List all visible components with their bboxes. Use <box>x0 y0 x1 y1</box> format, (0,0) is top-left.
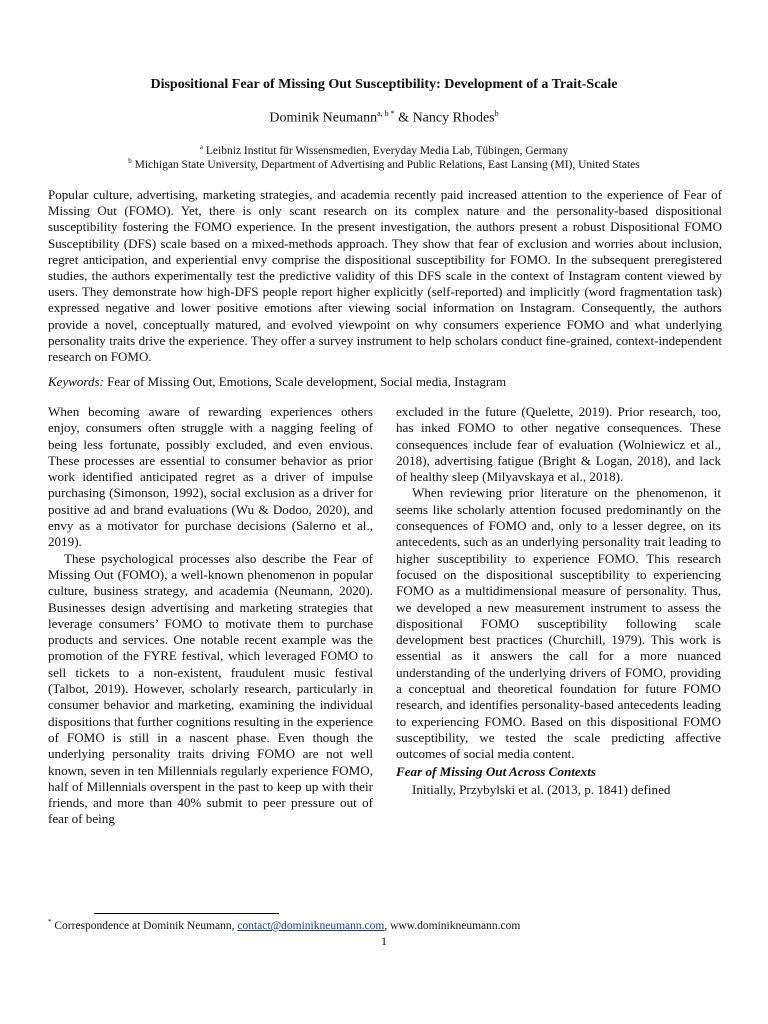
body-column-left <box>48 404 373 828</box>
body-paragraph: Initially, Przybylski et al. (2013, p. 1841) defined <box>412 781 671 797</box>
affiliation-a-mark: a <box>199 143 203 151</box>
keywords <box>48 374 722 390</box>
affiliation-a-text: Leibniz Institut für Wissensmedien, Everyday Media Lab, Tübingen, Germany <box>203 144 569 157</box>
affiliation-b <box>0 157 768 171</box>
section-heading: Fear of Missing Out Across Contexts <box>396 763 596 779</box>
affiliation-a <box>0 143 768 157</box>
affiliation-b-text: Michigan State University, Department of Advertising and Public Relations, East Lansing (MI), United States <box>131 158 640 171</box>
body-paragraph: When becoming aware of rewarding experiences others enjoy, consumers often struggle with a nagging feeling of being less fortunate, possibly excluded, and even envious. These processes are essential to consumer behavior as prior work identified anticipated regret as a driver of impulse purchasing (Simonson, 1992), social exclusion as a driver for positive ad and brand evaluations (Wu & Dodoo, 2020), and envy as a motivator for purchase decisions (Salerno et al., 2019). <box>48 404 373 550</box>
body-paragraph: When reviewing prior literature on the phenomenon, it seems like scholarly attention focused predominantly on the consequences of FOMO and, only to a lesser degree, on its antecedents, such as an underlying personality trait leading to higher susceptibility to experience FOMO. This research focused on the dispositional susceptibility to experiencing FOMO as a multidimensional measure of personality. Thus, we developed a new measurement instrument to assess the dispositional FOMO susceptibility following scale development best practices (Churchill, 1979). This work is essential as it answers the call for a more nuanced understanding of the underlying drivers of FOMO, providing a conceptual and theoretical foundation for future FOMO research, and identifies personality-based antecedents leading to experiencing FOMO. Based on this dispositional FOMO susceptibility, we tested the scale predicting affective outcomes of social media content. <box>396 485 721 762</box>
body-column-right <box>396 404 721 798</box>
author-separator: & <box>394 110 413 126</box>
footnote-mark: * <box>48 918 52 926</box>
paper-title: Dispositional Fear of Missing Out Susceptibility: Development of a Trait-Scale <box>150 77 618 92</box>
contact-email-link[interactable]: contact@dominikneumann.com <box>237 919 385 932</box>
footnote <box>48 918 520 932</box>
footnote-prefix: Correspondence at Dominik Neumann, <box>51 919 238 932</box>
page-number: 1 <box>381 934 387 948</box>
author-2-affil-mark: b <box>494 109 499 118</box>
author-line <box>0 109 768 127</box>
body-paragraph: These psychological processes also describe the Fear of Missing Out (FOMO), a well-known phenomenon in popular culture, business strategy, and academia (Neumann, 2020). Businesses design advertising and marketing strategies that leverage consumers’ FOMO to motivate them to purchase products and services. One notable recent example was the promotion of the FYRE festival, which leveraged FOMO to sell tickets to a non-existent, fraudulent music festival (Talbot, 2019). However, scholarly research, particularly in consumer behavior and marketing, examining the individual dispositions that further cognitions resulting in the experience of FOMO is still in a nascent phase. Even though the underlying personality traits driving FOMO are not well known, seven in ten Millennials regularly experience FOMO, half of Millennials overspent in the past to keep up with their friends, and more than 40% submit to peer pressure out of fear of being <box>48 550 373 827</box>
affiliation-b-mark: b <box>128 157 132 165</box>
author-1-affil-mark: a, b * <box>377 109 395 118</box>
footnote-suffix: , www.dominikneumann.com <box>384 919 521 932</box>
abstract: Popular culture, advertising, marketing strategies, and academia recently paid increased attention to the experience of Fear of Missing Out (FOMO). Yet, there is only scant research on its complex nature and the personality-based dispositional susceptibility fostering the FOMO experience. In the present investigation, the authors present a robust Dispositional FOMO Susceptibility (DFS) scale based on a mixed-methods approach. They show that fear of exclusion and worries about inclusion, regret anticipation, and experiential envy comprise the dispositional susceptibility for FOMO. In the subsequent preregistered studies, the authors experimentally test the predictive validity of this DFS scale in the context of Instagram content viewed by users. They demonstrate how high-DFS people report higher explicitly (self-reported) and implicitly (word fragmentation task) expressed negative and lower positive emotions after viewing social information on Instagram. Consequently, the authors provide a novel, conceptually matured, and evolved viewpoint on why consumers experience FOMO and what underlying personality traits drive the experience. They offer a survey instrument to help scholars conduct fine-grained, context-independent research on FOMO. <box>48 187 722 365</box>
footnote-divider <box>94 913 279 914</box>
body-paragraph: excluded in the future (Quelette, 2019). Prior research, too, has inked FOMO to other negative consequences. These consequences include fear of evaluation (Wolniewicz et al., 2018), advertising fatigue (Bright & Logan, 2018), and lack of healthy sleep (Milyavskaya et al., 2018). <box>396 404 721 485</box>
author-2-name: Nancy Rhodes <box>412 110 495 126</box>
keywords-list: Fear of Missing Out, Emotions, Scale development, Social media, Instagram <box>103 374 507 389</box>
author-1-name: Dominik Neumann <box>269 110 378 126</box>
keywords-label: Keywords: <box>48 374 104 389</box>
